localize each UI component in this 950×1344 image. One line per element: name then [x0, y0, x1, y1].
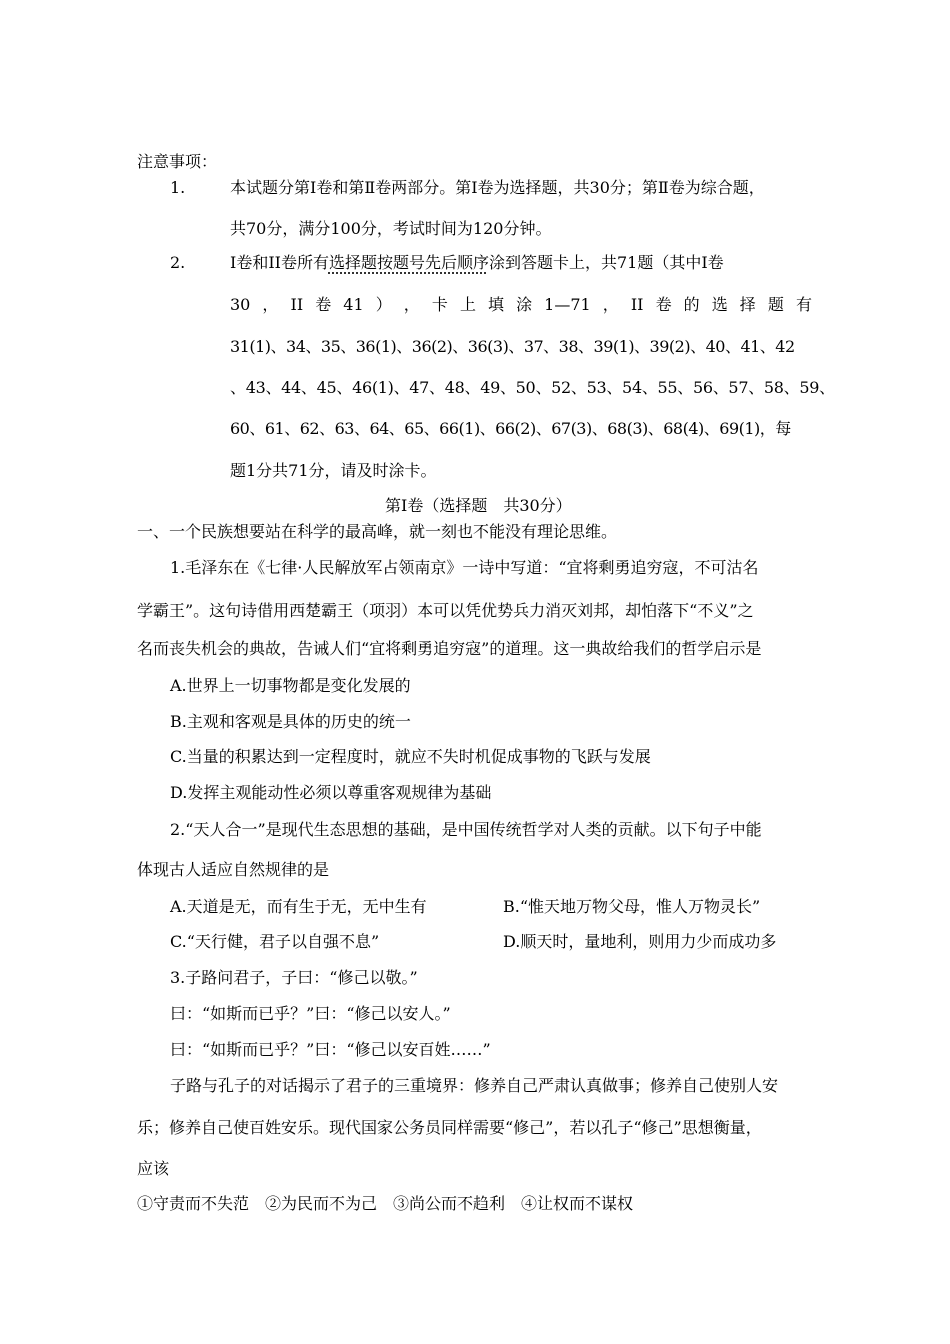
line-2-part: ，: [602, 295, 619, 314]
question-2-line-1: 2.“天人合一”是现代生态思想的基础，是中国传统哲学对人类的贡献。以下句子中能: [170, 820, 762, 839]
line-2-part: 上: [459, 295, 476, 314]
line-2-part: 填: [488, 295, 505, 314]
question-2-option-d: D.顺天时，量地利，则用力少而成功多: [503, 932, 777, 951]
line-2-part: 30: [230, 295, 251, 314]
notice-item-1-number: 1.: [170, 178, 186, 197]
question-3-choices: ①守责而不失范 ②为民而不为己 ③尚公而不趋利 ④让权而不谋权: [137, 1194, 634, 1213]
question-3-line-3: 曰：“如斯而已乎？”曰：“修己以安百姓……”: [170, 1040, 491, 1059]
question-2-line-2: 体现古人适应自然规律的是: [137, 860, 330, 879]
line-2-part: 涂: [516, 295, 533, 314]
question-1-line-2: 学霸王”。这句诗借用西楚霸王（项羽）本可以凭优势兵力消灭刘邦，却怕落下“不义”之: [137, 601, 754, 620]
line-2-part: ）: [375, 295, 392, 314]
notice-item-2-line-1: [230, 253, 724, 273]
line-2-part: 41: [343, 295, 364, 314]
notice-item-2-emphasis: 选择题按题号先后顺序: [328, 253, 489, 272]
question-1-option-c: C.当量的积累达到一定程度时，就应不失时机促成事物的飞跃与发展: [170, 747, 651, 766]
line-2-part: 择: [739, 295, 756, 314]
notice-item-1-line-1: 本试题分第Ⅰ卷和第Ⅱ卷两部分。第Ⅰ卷为选择题，共30分；第Ⅱ卷为综合题，: [230, 178, 765, 197]
line-2-part: 的: [683, 295, 700, 314]
line-2-part: II: [290, 295, 304, 314]
question-3-line-6: 应该: [137, 1159, 170, 1178]
line-2-part: 卷: [315, 295, 332, 314]
question-1-line-1: 1.毛泽东在《七律·人民解放军占领南京》一诗中写道：“宜将剩勇追穷寇，不可沽名: [170, 558, 759, 577]
line-2-part: 1—71: [544, 295, 591, 314]
question-2-option-b: B.“惟天地万物父母，惟人万物灵长”: [503, 897, 761, 916]
section-1-heading: 一、一个民族想要站在科学的最高峰，就一刻也不能没有理论思维。: [137, 522, 618, 541]
line-2-part: ，: [403, 295, 420, 314]
notice-item-2-line-3: 31(1)、34、35、36(1)、36(2)、36(3)、37、38、39(1)、39(2)、40、41、42: [230, 337, 795, 356]
notice-item-2-line-4: 、43、44、45、46(1)、47、48、49、50、52、53、54、55、56、57、58、59、: [230, 378, 835, 397]
notice-item-2-line-1-pre: Ⅰ卷和II卷所有: [230, 253, 329, 272]
line-2-part: 选: [711, 295, 728, 314]
line-2-part: 有: [795, 295, 812, 314]
notice-item-2-line-6: 题1分共71分，请及时涂卡。: [230, 461, 437, 480]
notice-heading: 注意事项：: [137, 152, 218, 171]
notice-item-2-line-5: 60、61、62、63、64、65、66(1)、66(2)、67(3)、68(3)、68(4)、69(1)，每: [230, 419, 791, 438]
line-2-part: ，: [262, 295, 279, 314]
notice-item-1-line-2: 共70分，满分100分，考试时间为120分钟。: [230, 219, 552, 238]
question-1-option-b: B.主观和客观是具体的历史的统一: [170, 712, 411, 731]
notice-item-2-line-1-post: 涂到答题卡上，共71题（其中Ⅰ卷: [488, 253, 724, 272]
question-1-line-3: 名而丧失机会的典故，告诫人们“宜将剩勇追穷寇”的道理。这一典故给我们的哲学启示是: [137, 639, 762, 658]
question-2-option-c: C.“天行健，君子以自强不息”: [170, 932, 380, 951]
line-2-part: II: [630, 295, 644, 314]
question-3-line-4: 子路与孔子的对话揭示了君子的三重境界：修养自己严肃认真做事；修养自己使别人安: [170, 1076, 779, 1095]
question-3-line-5: 乐；修养自己使百姓安乐。现代国家公务员同样需要“修己”，若以孔子“修己”思想衡量，: [137, 1118, 762, 1137]
question-2-option-a: A.天道是无，而有生于无，无中生有: [170, 897, 427, 916]
notice-item-2-line-2: [230, 295, 812, 315]
question-3-line-1: 3.子路问君子，子曰：“修己以敬。”: [170, 968, 418, 987]
notice-item-2-number: 2.: [170, 253, 186, 272]
part-1-title: 第Ⅰ卷（选择题 共30分）: [385, 496, 572, 515]
question-3-line-2: 曰：“如斯而已乎？”曰：“修己以安人。”: [170, 1004, 451, 1023]
line-2-part: 卷: [655, 295, 672, 314]
line-2-part: 卡: [431, 295, 448, 314]
question-1-option-a: A.世界上一切事物都是变化发展的: [170, 676, 411, 695]
line-2-part: 题: [767, 295, 784, 314]
question-1-option-d: D.发挥主观能动性必须以尊重客观规律为基础: [170, 783, 492, 802]
